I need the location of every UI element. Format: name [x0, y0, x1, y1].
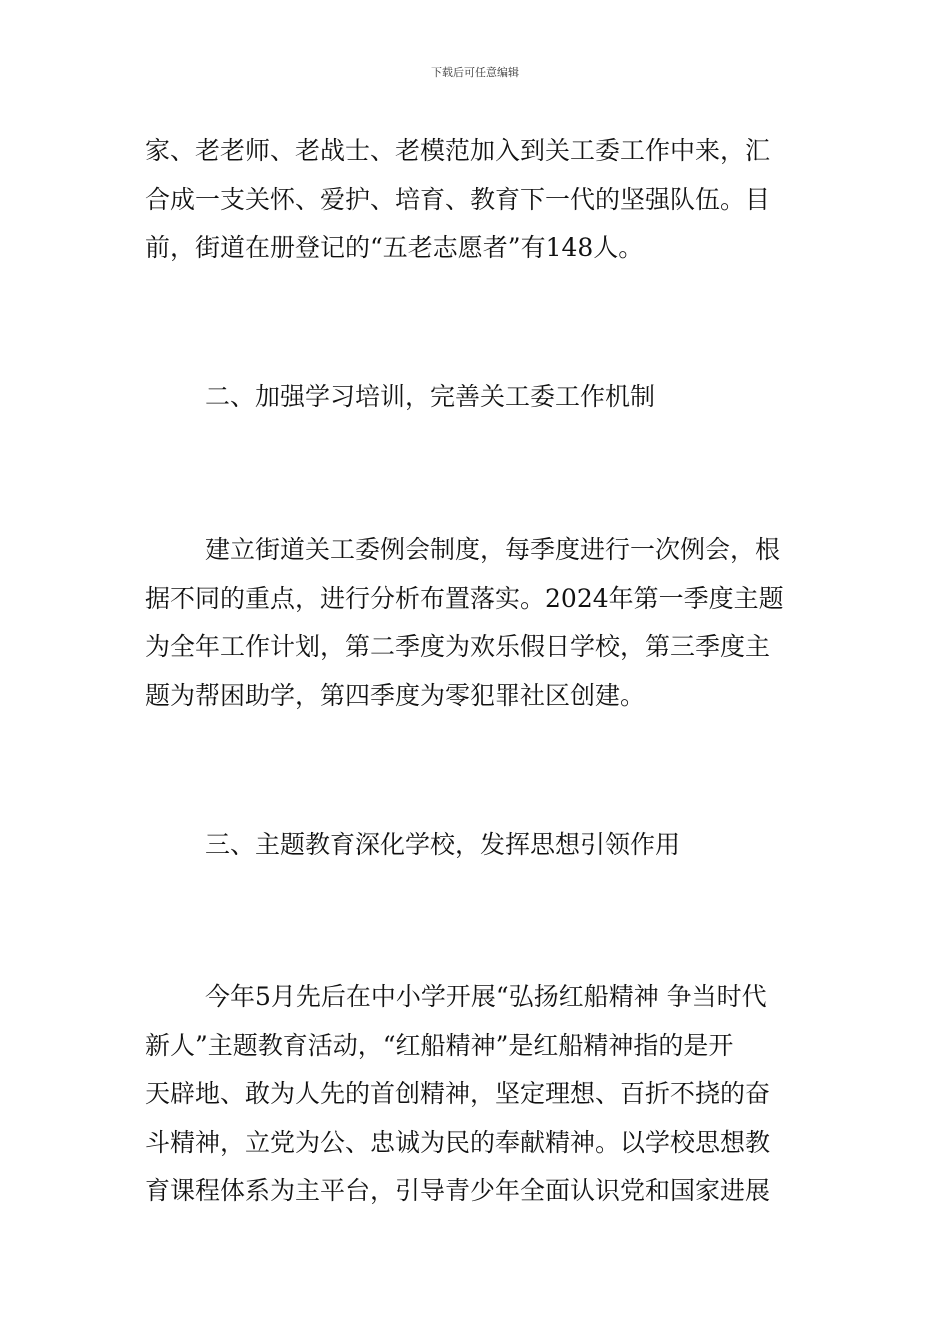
- paragraph-volunteers: [145, 127, 809, 273]
- paragraph-line: 建立街道关工委例会制度，每季度进行一次例会，根: [205, 535, 781, 564]
- paragraph-line: 斗精神，立党为公、忠诚为民的奉献精神。以学校思想教: [145, 1127, 771, 1157]
- paragraph-theme-education: [145, 973, 809, 1216]
- paragraph-line: 题为帮困助学，第四季度为零犯罪社区创建。: [145, 680, 646, 710]
- paragraph-line: 育课程体系为主平台，引导青少年全面认识党和国家进展: [145, 1176, 771, 1205]
- paragraph-line: 前，街道在册登记的“五老志愿者”有148人。: [145, 233, 644, 262]
- paragraph-line: 天辟地、敢为人先的首创精神，坚定理想、百折不挠的奋: [145, 1079, 771, 1108]
- paragraph-line: 家、老老师、老战士、老模范加入到关工委工作中来，汇: [145, 136, 771, 165]
- paragraph-line: 今年5月先后在中小学开展“弘扬红船精神 争当时代: [205, 982, 767, 1011]
- paragraph-line: 新人”主题教育活动，“红船精神”是红船精神指的是开: [145, 1030, 734, 1060]
- paragraph-meeting-system: [145, 526, 809, 720]
- paragraph-line: 据不同的重点，进行分析布置落实。2024年第一季度主题: [145, 583, 784, 613]
- page-header: 下载后可任意编辑: [431, 66, 519, 79]
- section-heading-2: 二、加强学习培训，完善关工委工作机制: [205, 382, 656, 411]
- paragraph-line: 为全年工作计划，第二季度为欢乐假日学校，第三季度主: [145, 632, 771, 661]
- section-heading-3: 三、主题教育深化学校，发挥思想引领作用: [205, 830, 681, 859]
- paragraph-line: 合成一支关怀、爱护、培育、教育下一代的坚强队伍。目: [145, 184, 771, 214]
